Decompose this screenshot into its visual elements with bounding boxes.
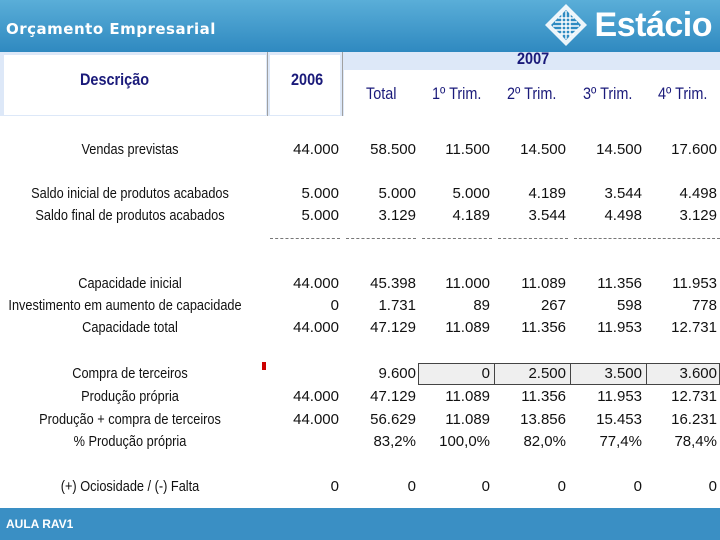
table-cell: 3.129 bbox=[378, 207, 416, 224]
table-cell: 0 bbox=[633, 478, 642, 495]
table-cell: 14.500 bbox=[520, 141, 566, 158]
table-cell: 82,0% bbox=[523, 433, 566, 450]
footer-label: AULA RAV1 bbox=[6, 517, 74, 531]
table-cell: 778 bbox=[691, 297, 717, 314]
header-divider bbox=[342, 52, 343, 116]
table-cell: 78,4% bbox=[674, 433, 717, 450]
table-cell: 4.189 bbox=[528, 185, 566, 202]
table-cell: 4.498 bbox=[604, 207, 642, 224]
table-cell: 3.129 bbox=[679, 207, 717, 224]
table-cell: 2.500 bbox=[528, 365, 566, 382]
table-cell: 11.500 bbox=[445, 141, 490, 158]
row-label: (+) Ociosidade / (-) Falta bbox=[60, 478, 200, 495]
separator bbox=[574, 238, 720, 239]
col-header-q4: 4º Trim. bbox=[658, 84, 708, 103]
table-cell: 14.500 bbox=[596, 141, 642, 158]
table-cell: 100,0% bbox=[439, 433, 490, 450]
col-header-total: Total bbox=[366, 84, 397, 103]
table-cell: 5.000 bbox=[301, 207, 339, 224]
table-cell: 0 bbox=[708, 478, 717, 495]
table-cell: 9.600 bbox=[378, 365, 416, 382]
red-marker bbox=[262, 362, 266, 370]
table-cell: 15.453 bbox=[596, 411, 642, 428]
year-2007-header: 2007 bbox=[517, 49, 550, 68]
table-cell: 11.356 bbox=[521, 388, 566, 405]
desc-header: Descrição bbox=[80, 70, 150, 89]
table-cell: 0 bbox=[330, 297, 339, 314]
table-cell: 0 bbox=[407, 478, 416, 495]
footer-bar bbox=[0, 508, 720, 540]
table-cell: 83,2% bbox=[373, 433, 416, 450]
table-cell: 5.000 bbox=[452, 185, 490, 202]
row-label: Produção + compra de terceiros bbox=[39, 411, 221, 428]
table-cell: 44.000 bbox=[293, 388, 339, 405]
table-cell: 5.000 bbox=[378, 185, 416, 202]
row-label: Capacidade total bbox=[82, 319, 178, 336]
table-cell: 44.000 bbox=[293, 319, 339, 336]
row-label: Compra de terceiros bbox=[72, 365, 188, 382]
row-label: Saldo final de produtos acabados bbox=[35, 207, 225, 224]
table-cell: 11.000 bbox=[445, 275, 490, 292]
table-cell: 11.953 bbox=[597, 319, 642, 336]
table-cell: 11.089 bbox=[445, 388, 490, 405]
table-cell: 89 bbox=[473, 297, 490, 314]
table-cell: 47.129 bbox=[370, 388, 416, 405]
separator bbox=[498, 238, 568, 239]
table-cell: 11.953 bbox=[672, 275, 717, 292]
col-header-q2: 2º Trim. bbox=[507, 84, 557, 103]
table-cell: 11.089 bbox=[445, 319, 490, 336]
table-cell: 44.000 bbox=[293, 141, 339, 158]
table-cell: 267 bbox=[540, 297, 566, 314]
table-cell: 0 bbox=[557, 478, 566, 495]
table-cell: 3.600 bbox=[679, 365, 717, 382]
separator bbox=[346, 238, 416, 239]
table-cell: 0 bbox=[330, 478, 339, 495]
brand-emblem-icon bbox=[543, 2, 589, 48]
header-divider bbox=[267, 52, 268, 116]
table-cell: 1.731 bbox=[378, 297, 416, 314]
brand-logo bbox=[543, 2, 712, 48]
brand-name: Estácio bbox=[594, 5, 712, 44]
table-cell: 44.000 bbox=[293, 411, 339, 428]
table-cell: 3.500 bbox=[604, 365, 642, 382]
table-cell: 11.356 bbox=[597, 275, 642, 292]
table-cell: 0 bbox=[481, 478, 490, 495]
table-cell: 5.000 bbox=[301, 185, 339, 202]
row-label: Saldo inicial de produtos acabados bbox=[31, 185, 229, 202]
table-cell: 4.498 bbox=[679, 185, 717, 202]
table-cell: 56.629 bbox=[370, 411, 416, 428]
table-cell: 3.544 bbox=[528, 207, 566, 224]
table-cell: 16.231 bbox=[671, 411, 717, 428]
table-cell: 58.500 bbox=[370, 141, 416, 158]
table-cell: 12.731 bbox=[671, 388, 717, 405]
row-label: % Produção própria bbox=[73, 433, 187, 450]
row-label: Investimento em aumento de capacidade bbox=[8, 297, 242, 314]
table-cell: 598 bbox=[616, 297, 642, 314]
table-cell: 4.189 bbox=[452, 207, 490, 224]
row-label: Capacidade inicial bbox=[78, 275, 182, 292]
separator bbox=[422, 238, 492, 239]
col-header-q1: 1º Trim. bbox=[432, 84, 482, 103]
title-bar bbox=[0, 0, 720, 52]
table-cell: 11.089 bbox=[521, 275, 566, 292]
row-label: Vendas previstas bbox=[81, 141, 179, 158]
table-cell: 0 bbox=[481, 365, 490, 382]
row-label: Produção própria bbox=[81, 388, 179, 405]
table-cell: 13.856 bbox=[520, 411, 566, 428]
table-cell: 17.600 bbox=[671, 141, 717, 158]
table-cell: 11.356 bbox=[521, 319, 566, 336]
table-cell: 12.731 bbox=[671, 319, 717, 336]
table-cell: 11.089 bbox=[445, 411, 490, 428]
page-title: Orçamento Empresarial bbox=[6, 20, 216, 38]
year-2006-header: 2006 bbox=[291, 70, 324, 89]
table-cell: 45.398 bbox=[370, 275, 416, 292]
col-header-q3: 3º Trim. bbox=[583, 84, 633, 103]
table-cell: 3.544 bbox=[604, 185, 642, 202]
separator bbox=[270, 238, 340, 239]
table-cell: 11.953 bbox=[597, 388, 642, 405]
table-cell: 44.000 bbox=[293, 275, 339, 292]
table-cell: 47.129 bbox=[370, 319, 416, 336]
table-cell: 77,4% bbox=[599, 433, 642, 450]
